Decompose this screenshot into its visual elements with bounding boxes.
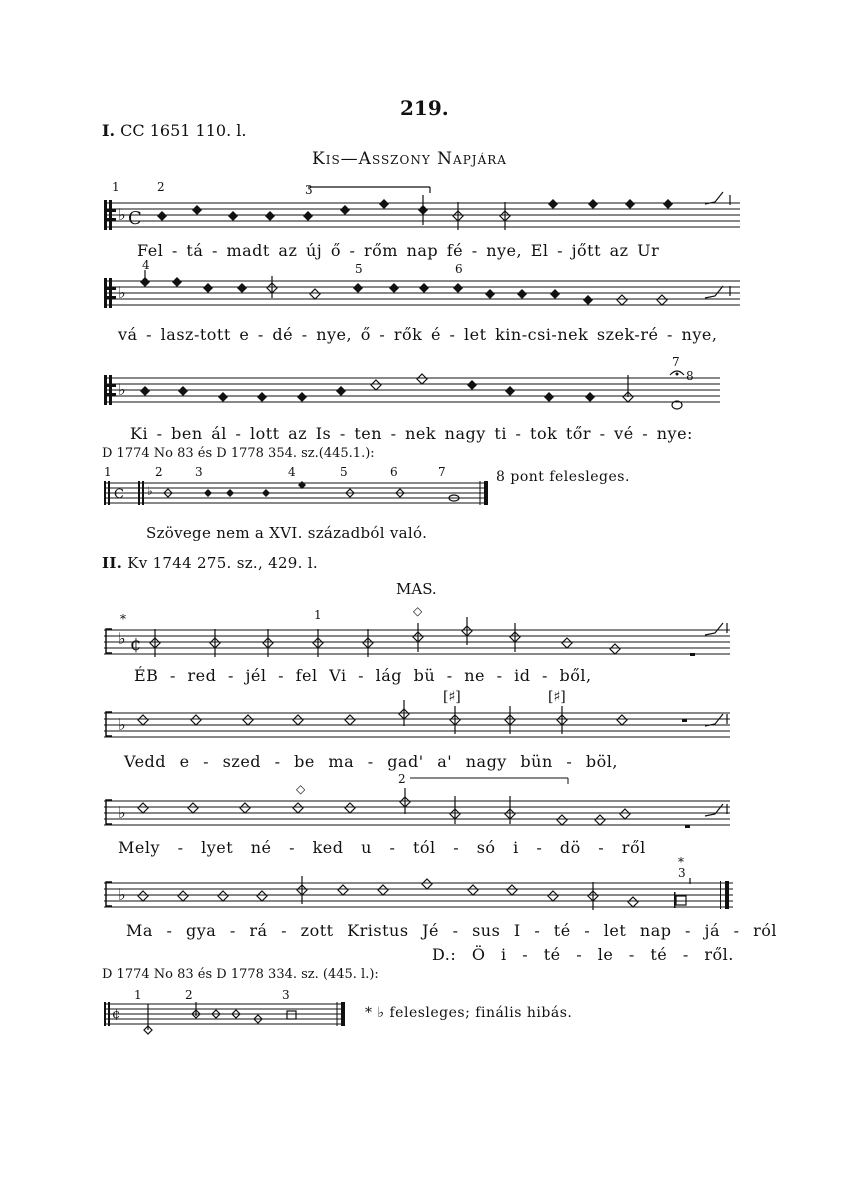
- bracket-2: [0, 772, 854, 784]
- section2-heading-ref: Kv 1744 275. sz., 429. l.: [127, 554, 318, 572]
- svg-text:♭: ♭: [118, 629, 126, 648]
- mark-star: *: [120, 612, 126, 626]
- sharp-mark-2: [♯]: [548, 689, 566, 705]
- staff-1-2: [0, 268, 854, 318]
- mark-star-2: *: [678, 855, 684, 869]
- svg-text:¢: ¢: [112, 1007, 121, 1022]
- vmark-1: 1: [104, 465, 112, 479]
- section1-heading-ref: CC 1651 110. l.: [120, 121, 247, 140]
- mark-diamond: ◇: [413, 604, 423, 618]
- vmark-3: 3: [195, 465, 203, 479]
- vmark-2: 2: [155, 465, 163, 479]
- section1-heading: [102, 123, 246, 139]
- svg-text:♭: ♭: [118, 205, 126, 224]
- vmark-6: 6: [390, 465, 398, 479]
- mark-s2-1: 1: [314, 608, 322, 622]
- s2-lyric-4: Ma - gya - rá - zott Kristus Jé - sus I - té - let nap - já - ról: [126, 921, 778, 940]
- mark-s2-2: 2: [398, 772, 406, 786]
- s1-variant-note: 8 pont felesleges.: [496, 469, 630, 485]
- section2-heading-num: II.: [102, 554, 123, 572]
- s1-lyric-1: Fel - tá - madt az új ő - rőm nap fé - nye, El - jőtt az Ur: [137, 241, 660, 260]
- s2-variant-note: * ♭ felesleges; finális hibás.: [365, 1005, 573, 1021]
- v2mark-1: 1: [134, 988, 142, 1002]
- v2mark-2: 2: [185, 988, 193, 1002]
- mark-6: 6: [455, 262, 463, 276]
- vmark-7: 7: [438, 465, 446, 479]
- s1-comment: Szövege nem a XVI. századból való.: [146, 524, 428, 542]
- mark-8: 8: [686, 369, 694, 383]
- s1-variant-ref: D 1774 No 83 és D 1778 354. sz.(445.1.):: [102, 446, 375, 461]
- svg-text:C: C: [128, 208, 142, 229]
- notes: [157, 199, 673, 221]
- mark-s2-3: 3: [678, 866, 686, 880]
- page-number: 219.: [400, 96, 449, 120]
- mark-diamond-2: ◇: [296, 782, 306, 796]
- sharp-mark-1: [♯]: [443, 689, 461, 705]
- svg-text:¢: ¢: [130, 634, 142, 655]
- s2-lyric-1: ÉB - red - jél - fel Vi - lág bü - ne - id - ből,: [134, 666, 592, 685]
- s1-lyric-2: vá - lasz-tott e - dé - nye, ő - rők é - let kin-csi-nek szek-ré - nye,: [118, 325, 718, 344]
- svg-text:C: C: [114, 487, 124, 502]
- section1-heading-num: I.: [102, 121, 116, 140]
- staff-2-2: [0, 700, 854, 750]
- staff-2-3: [0, 788, 854, 838]
- mark-5: 5: [355, 262, 363, 276]
- svg-text:♭: ♭: [147, 484, 153, 498]
- mark-1: 1: [112, 180, 120, 194]
- vmark-5: 5: [340, 465, 348, 479]
- section2-title: MAS.: [396, 580, 437, 598]
- vmark-4: 4: [288, 465, 296, 479]
- staff-1-1: [0, 190, 854, 240]
- mark-4: 4: [142, 258, 150, 272]
- section2-heading: [102, 556, 318, 571]
- staff-1-3: [0, 365, 854, 415]
- svg-text:♭: ♭: [118, 283, 126, 302]
- section1-title: Kis—Asszony Napjára: [312, 149, 507, 169]
- staff-2-1: [0, 617, 854, 667]
- mark-7: 7: [672, 355, 680, 369]
- s2-variant-ref: D 1774 No 83 és D 1778 334. sz. (445. l.):: [102, 967, 379, 982]
- svg-text:♭: ♭: [118, 803, 126, 822]
- s2-alt-text: D.: Ö i - té - le - té - ről.: [432, 945, 734, 964]
- svg-text:♭: ♭: [118, 380, 126, 399]
- s2-lyric-2: Vedd e - szed - be ma - gad' a' nagy bün - böl,: [124, 752, 618, 771]
- s1-lyric-3: Ki - ben ál - lott az Is - ten - nek nagy ti - tok tőr - vé - nye:: [130, 424, 693, 443]
- staff-2-4: [0, 870, 854, 920]
- variant-staff-1: [0, 475, 854, 511]
- v2mark-3: 3: [282, 988, 290, 1002]
- svg-text:♭: ♭: [118, 885, 126, 904]
- mark-3: 3: [305, 183, 313, 197]
- mark-2: 2: [157, 180, 165, 194]
- s2-lyric-3: Mely - lyet né - ked u - tól - só i - dö - ről: [118, 838, 646, 857]
- svg-text:♭: ♭: [118, 715, 126, 734]
